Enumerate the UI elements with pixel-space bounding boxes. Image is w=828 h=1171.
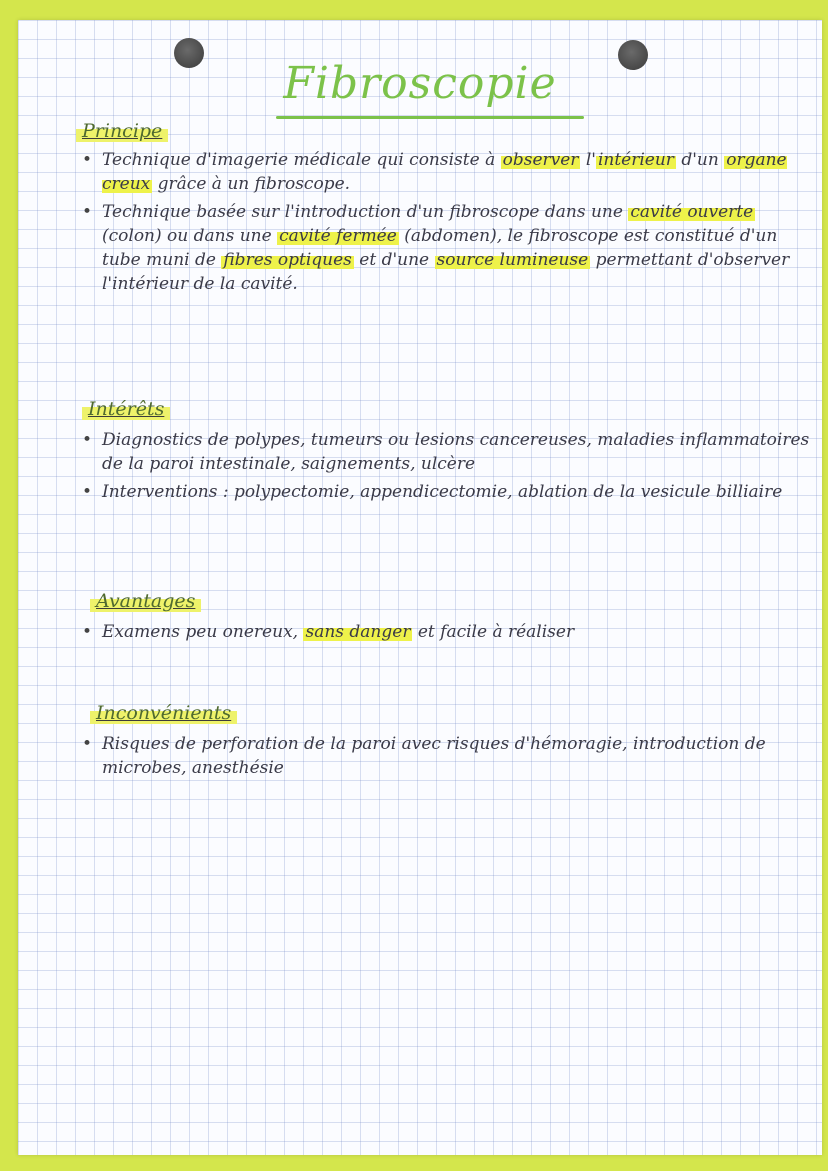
list-item: • Risques de perforation de la paroi avec risques d'hémoragie, introduction de microbes, anesthésie [82, 734, 766, 778]
bullet-icon: • [82, 734, 93, 754]
highlighted-term: observer [502, 150, 579, 170]
list-item: • Examens peu onereux, sans danger et facile à réaliser [82, 622, 575, 642]
bullet-icon: • [82, 622, 93, 642]
highlighted-term: cavité fermée [279, 226, 397, 246]
section-avantages [78, 620, 818, 648]
section-principe [78, 148, 818, 300]
highlighted-term: fibres optiques [223, 250, 352, 270]
heading-principe: Principe [76, 120, 168, 142]
section-interets [78, 428, 818, 508]
list-item: • Interventions : polypectomie, appendicectomie, ablation de la vesicule billiaire [82, 482, 783, 502]
notebook-sheet [18, 20, 822, 1155]
list-item: • Technique basée sur l'introduction d'un fibroscope dans une cavité ouverte (colon) ou dans une cavité fermée (abdomen), le fibroscope est constitué d'un tube muni de fibres optiques et d'une source lumineuse permettant d'observer l'intérieur de la cavité. [82, 202, 790, 294]
highlighted-term: cavité ouverte [630, 202, 754, 222]
bullet-icon: • [82, 202, 93, 222]
highlighted-term: source lumineuse [436, 250, 589, 270]
highlighted-term: organe creux [102, 150, 787, 194]
bullet-icon: • [82, 150, 93, 170]
list-item: • Diagnostics de polypes, tumeurs ou lesions cancereuses, maladies inflammatoires de la paroi intestinale, saignements, ulcère [82, 430, 810, 474]
list-item: • Technique d'imagerie médicale qui consiste à observer l' intérieur d'un organe creux grâce à un fibroscope. [82, 150, 787, 194]
heading-avantages: Avantages [90, 590, 201, 612]
heading-inconvenients: Inconvénients [90, 702, 237, 724]
page-title: Fibroscopie [283, 58, 557, 109]
section-inconvenients [78, 732, 818, 784]
title-underline [276, 116, 584, 119]
highlighted-term: intérieur [597, 150, 674, 170]
highlighted-term: sans danger [305, 622, 411, 642]
bullet-icon: • [82, 482, 93, 502]
bullet-icon: • [82, 430, 93, 450]
heading-interets: Intérêts [82, 398, 170, 420]
